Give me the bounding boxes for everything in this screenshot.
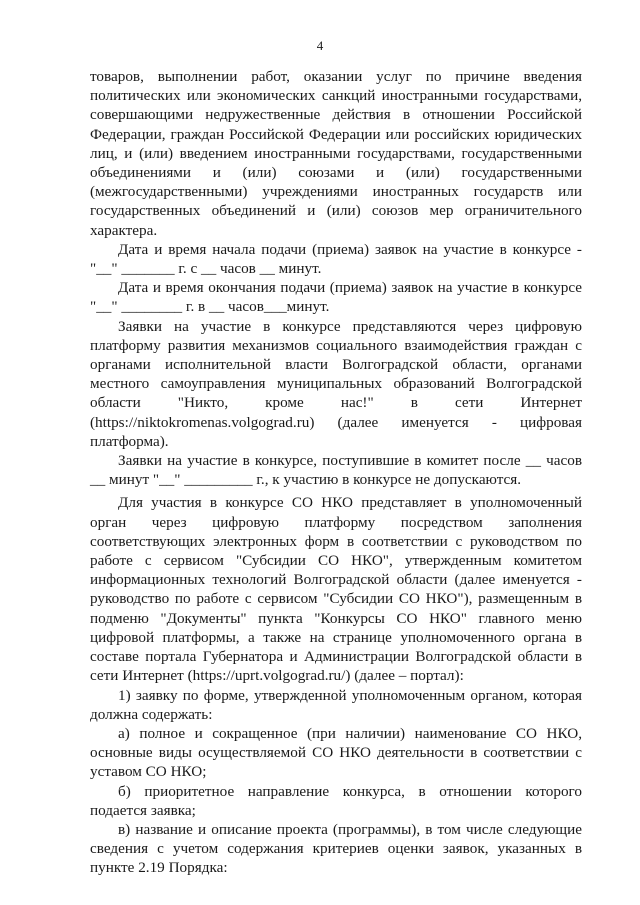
paragraph-sanctions-continuation: товаров, выполнении работ, оказании услуг по причине введения политических или экономических санкций иностранными государствами, совершающими недружественные действия в отношении Российской Федерации, граждан Российской Федерации или российских юридических лиц, и (или) введением иностранными государствами, государственными объединениями и (или) союзами и (или) государственными (межгосударственными) учреждениями иностранных государств или государственных объединений и (или) союзов мер ограничительного характера. bbox=[90, 68, 582, 239]
paragraph-submission-end: Дата и время окончания подачи (приема) заявок на участие в конкурсе "__" ________ г. в __ часов___минут. bbox=[90, 279, 582, 316]
list-item-project-description: в) название и описание проекта (программы), в том числе следующие сведения с учетом содержания критериев оценки заявок, указанных в пункте 2.19 Порядка: bbox=[90, 820, 582, 877]
page-number: 4 bbox=[316, 38, 324, 53]
paragraph-digital-platform: Заявки на участие в конкурсе представляются через цифровую платформу развития механизмов социального взаимодействия граждан с органами исполнительной власти Волгоградской области, органами местного самоуправления муниципальных образований Волгоградской области "Никто, кроме нас!" в сети Интернет (https://niktokromenas.volgograd.ru) (далее именуется - цифровая платформа). bbox=[90, 317, 582, 450]
paragraph-late-applications: Заявки на участие в конкурсе, поступившие в комитет после __ часов __ минут "__" _________ г., к участию в конкурсе не допускаются. bbox=[90, 452, 582, 489]
paragraph-participation-documents: Для участия в конкурсе СО НКО представляет в уполномоченный орган через цифровую платформу посредством заполнения соответствующих электронных форм в соответствии с руководством по работе с сервисом "Субсидии СО НКО", утвержденным комитетом информационных технологий Волгоградской области (далее именуется - руководство по работе с сервисом "Субсидии СО НКО"), размещенным в подменю "Документы" пункта "Конкурсы СО НКО" главного меню цифровой платформы, а также на странице уполномоченного органа в составе портала Губернатора и Администрации Волгоградской области в сети Интернет (https://uprt.volgograd.ru/) (далее – портал): bbox=[90, 494, 582, 685]
list-item-name-and-activities: а) полное и сокращенное (при наличии) наименование СО НКО, основные виды осуществляемой СО НКО деятельности в соответствии с уставом СО НКО; bbox=[90, 724, 582, 781]
document-body bbox=[90, 67, 582, 878]
paragraph-submission-start: Дата и время начала подачи (приема) заявок на участие в конкурсе - "__" _______ г. с __ часов __ минут. bbox=[90, 240, 582, 278]
list-item-application-form: 1) заявку по форме, утвержденной уполномоченным органом, которая должна содержать: bbox=[90, 686, 582, 723]
list-item-priority-direction: б) приоритетное направление конкурса, в отношении которого подается заявка; bbox=[90, 782, 582, 819]
